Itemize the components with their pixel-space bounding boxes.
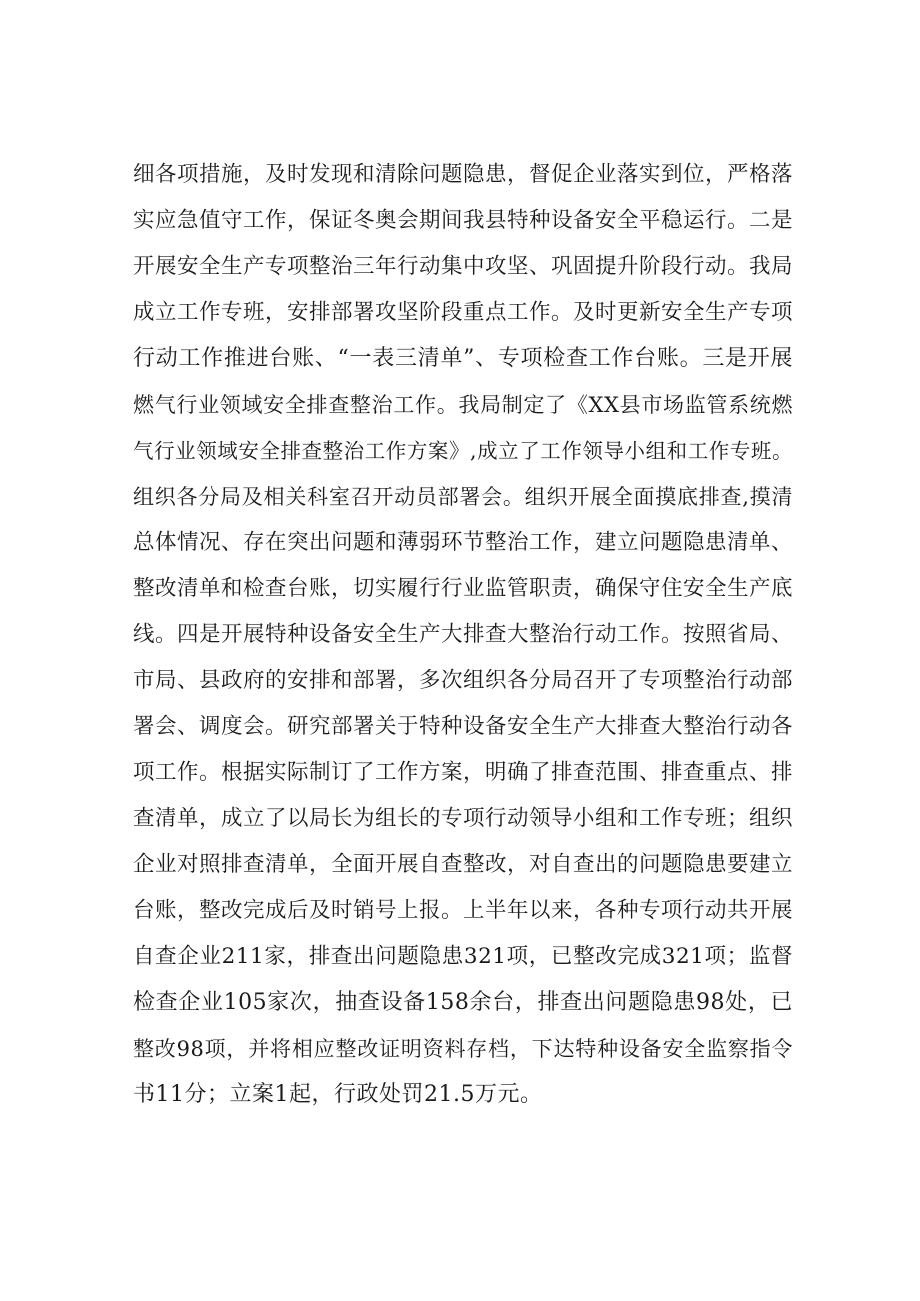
- text-line-5: 行动工作推进台账、“一表三清单”、专项检查工作台账。三是开展: [133, 346, 793, 371]
- text-line-13: 署会、调度会。研究部署关于特种设备安全生产大排查大整治行动各: [133, 714, 794, 739]
- text-line-14: 项工作。根据实际制订了工作方案，明确了排查范围、排查重点、排: [133, 760, 794, 785]
- text-line-4: 成立工作专班，安排部署攻坚阶段重点工作。及时更新安全生产专项: [133, 300, 794, 325]
- body-paragraph: [133, 152, 793, 1118]
- text-line-2: 实应急值守工作，保证冬奥会期间我县特种设备安全平稳运行。二是: [133, 208, 794, 233]
- text-line-10: 整改清单和检查台账，切实履行行业监管职责，确保守住安全生产底: [133, 576, 794, 601]
- text-line-9: 总体情况、存在突出问题和薄弱环节整治工作，建立问题隐患清单、: [133, 530, 794, 555]
- text-line-1: 细各项措施，及时发现和清除问题隐患，督促企业落实到位，严格落: [133, 162, 794, 187]
- text-line-16: 企业对照排查清单，全面开展自查整改，对自查出的问题隐患要建立: [133, 852, 794, 877]
- text-line-15: 查清单，成立了以局长为组长的专项行动领导小组和工作专班；组织: [133, 806, 794, 831]
- text-line-17: 台账，整改完成后及时销号上报。上半年以来，各种专项行动共开展: [133, 898, 794, 923]
- text-line-21: 书11分；立案1起，行政处罚21.5万元。: [133, 1082, 543, 1107]
- text-line-19: 检查企业105家次，抽查设备158余台，排查出问题隐患98处，已: [133, 990, 793, 1015]
- text-line-11: 线。四是开展特种设备安全生产大排查大整治行动工作。按照省局、: [133, 622, 794, 647]
- text-line-7: 气行业领域安全排查整治工作方案》,成立了工作领导小组和工作专班。: [133, 439, 793, 463]
- text-line-6: 燃气行业领域安全排查整治工作。我局制定了《XX县市场监管系统燃: [133, 393, 793, 417]
- text-line-18: 自查企业211家，排查出问题隐患321项，已整改完成321项；监督: [133, 944, 793, 969]
- text-line-12: 市局、县政府的安排和部署，多次组织各分局召开了专项整治行动部: [133, 668, 794, 693]
- text-line-3: 开展安全生产专项整治三年行动集中攻坚、巩固提升阶段行动。我局: [133, 254, 794, 279]
- text-line-8: 组织各分局及相关科室召开动员部署会。组织开展全面摸底排查,摸清: [133, 485, 793, 509]
- text-line-20: 整改98项，并将相应整改证明资料存档，下达特种设备安全监察指令: [133, 1037, 793, 1061]
